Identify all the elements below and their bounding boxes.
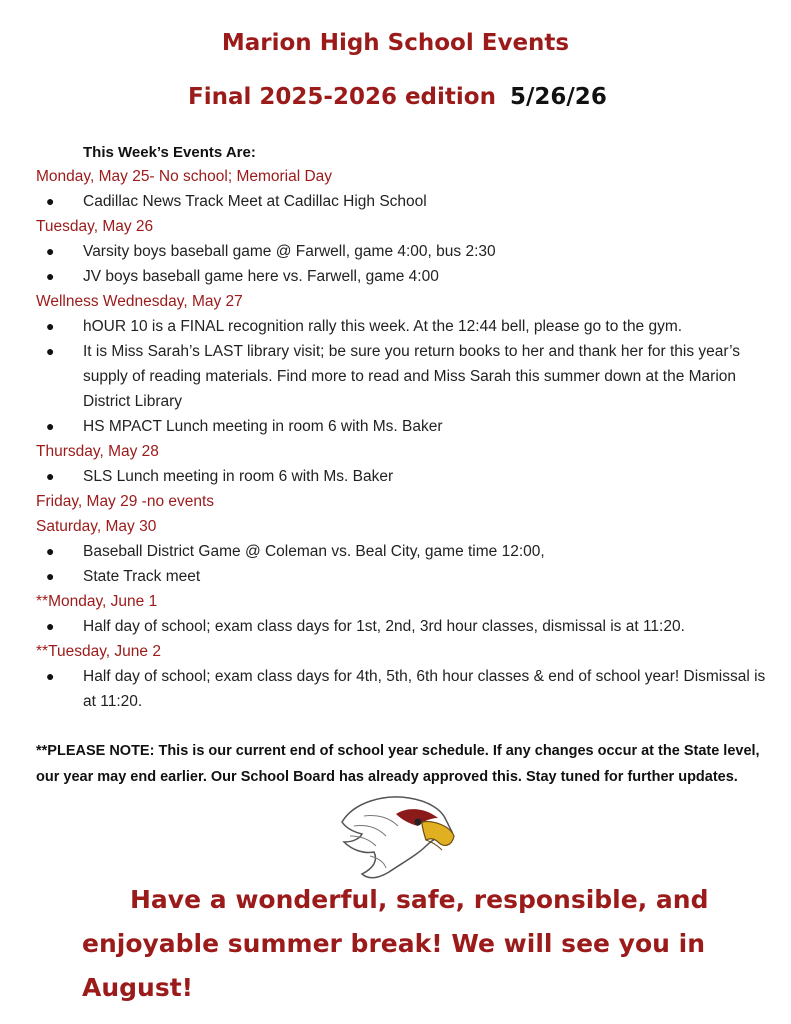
event-item (36, 539, 766, 564)
event-item (36, 414, 766, 439)
page-title: Marion High School Events (221, 30, 570, 56)
event-item (36, 264, 766, 289)
closing-message (82, 878, 762, 1010)
event-text: hOUR 10 is a FINAL recognition rally this week. At the 12:44 bell, please go to the gym. (83, 318, 683, 335)
edition-line (188, 84, 607, 110)
bullet-icon: ● (46, 468, 55, 484)
bullet-icon: ● (46, 543, 55, 559)
event-item (36, 664, 766, 714)
event-item (36, 614, 766, 639)
day-heading: Wellness Wednesday, May 27 (36, 293, 243, 310)
event-item (36, 239, 766, 264)
day-heading: Friday, May 29 -no events (36, 493, 215, 510)
closing-text: Have a wonderful, safe, responsible, and enjoyable summer break! We will see you in August! (82, 885, 709, 1002)
event-text: JV boys baseball game here vs. Farwell, game 4:00 (83, 268, 439, 285)
day-heading: Saturday, May 30 (36, 518, 157, 535)
event-text: Varsity boys baseball game @ Farwell, game 4:00, bus 2:30 (83, 243, 496, 260)
event-text: Half day of school; exam class days for 1st, 2nd, 3rd hour classes, dismissal is at 11:20. (83, 618, 685, 635)
edition-label: Final 2025-2026 edition (188, 84, 496, 110)
bullet-icon: ● (46, 618, 55, 634)
edition-date: 5/26/26 (510, 84, 607, 110)
day-heading: **Tuesday, June 2 (36, 643, 161, 660)
event-item (36, 464, 766, 489)
bullet-icon: ● (46, 268, 55, 284)
bullet-icon: ● (46, 343, 55, 359)
event-text: SLS Lunch meeting in room 6 with Ms. Baker (83, 468, 394, 485)
bullet-icon: ● (46, 193, 55, 209)
bullet-icon: ● (46, 318, 55, 334)
day-heading: Monday, May 25- No school; Memorial Day (36, 168, 333, 185)
event-text: Baseball District Game @ Coleman vs. Beal City, game time 12:00, (83, 543, 545, 560)
event-item (36, 339, 766, 414)
day-heading: **Monday, June 1 (36, 593, 158, 610)
bullet-icon: ● (46, 668, 55, 684)
bullet-icon: ● (46, 418, 55, 434)
event-text: State Track meet (83, 568, 201, 585)
bullet-icon: ● (46, 243, 55, 259)
eagle-mascot-icon (334, 792, 459, 880)
bullet-icon: ● (46, 568, 55, 584)
event-text: It is Miss Sarah’s LAST library visit; be sure you return books to her and thank her for this year’s supply of reading materials. Find more to read and Miss Sarah this summer down at the Marion District Library (83, 343, 741, 410)
day-heading: Tuesday, May 26 (36, 218, 154, 235)
events-list (36, 164, 766, 714)
event-text: Half day of school; exam class days for 4th, 5th, 6th hour classes & end of school year! Dismissal is at 11:20. (83, 668, 766, 710)
event-item (36, 564, 766, 589)
event-text: Cadillac News Track Meet at Cadillac High School (83, 193, 427, 210)
events-intro: This Week’s Events Are: (83, 144, 256, 161)
event-item (36, 189, 766, 214)
day-heading: Thursday, May 28 (36, 443, 159, 460)
event-text: HS MPACT Lunch meeting in room 6 with Ms. Baker (83, 418, 443, 435)
event-item (36, 314, 766, 339)
please-note: **PLEASE NOTE: This is our current end of school year schedule. If any changes occur at the State level, our year may end earlier. Our School Board has already approved this. Stay tuned for further updates. (36, 743, 760, 785)
